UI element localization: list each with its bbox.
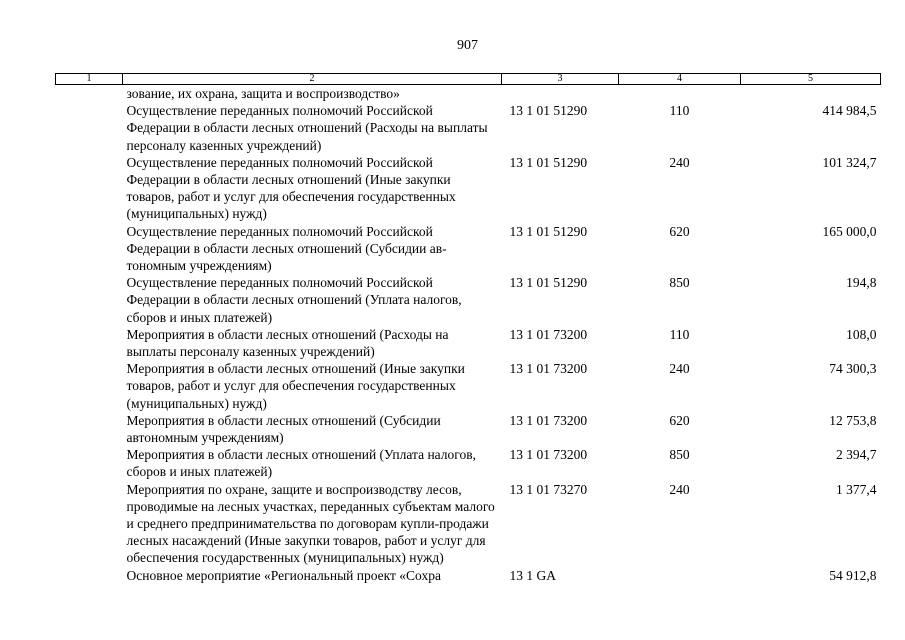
row-vr: 620	[669, 412, 690, 428]
row-code: 13 1 01 73200	[509, 326, 588, 342]
row-code: 13 1 01 51290	[509, 275, 588, 291]
table-row	[56, 481, 881, 567]
row-amount: 101 324,7	[822, 154, 877, 170]
row-index-cell	[56, 567, 123, 584]
header-col-5: 5	[741, 74, 881, 85]
row-code: 13 1 01 51290	[509, 103, 588, 119]
budget-table	[55, 73, 881, 584]
table-row	[56, 412, 881, 446]
row-code: 13 1 01 73270	[509, 481, 588, 497]
table-row	[56, 154, 881, 223]
row-code	[502, 85, 619, 103]
row-name: Основное мероприятие «Региональный проект «Сохра	[126, 567, 441, 583]
row-index-cell	[56, 223, 123, 275]
row-name: Осуществление переданных полномочий Российской Федерации в области лесных отношений (Расходы на выплаты персоналу казенных учреждений)	[126, 103, 488, 153]
row-code: 13 1 01 73200	[509, 361, 588, 377]
row-name: Осуществление переданных полномочий Российской Федерации в области лесных отношений (Уплата налогов, сборов и иных платежей)	[126, 275, 462, 325]
row-index-cell	[56, 360, 123, 412]
table-row	[56, 567, 881, 584]
row-index-cell	[56, 326, 123, 360]
row-vr	[619, 567, 741, 584]
row-index-cell	[56, 274, 123, 326]
row-index-cell	[56, 481, 123, 567]
table-header	[56, 74, 881, 85]
header-row	[56, 74, 881, 85]
row-amount: 165 000,0	[822, 223, 877, 239]
table-row	[56, 326, 881, 360]
row-code: 13 1 01 51290	[509, 154, 588, 170]
row-index-cell	[56, 154, 123, 223]
row-amount: 2 394,7	[836, 447, 877, 463]
row-code: 13 1 01 51290	[509, 223, 588, 239]
row-amount: 12 753,8	[829, 412, 877, 428]
row-vr: 620	[669, 223, 690, 239]
row-vr: 240	[669, 361, 690, 377]
header-col-1: 1	[56, 74, 123, 85]
row-amount: 74 300,3	[829, 361, 877, 377]
row-name: Мероприятия в области лесных отношений (Расходы на выплаты персоналу казенных учреждений)	[126, 326, 449, 360]
row-name: Мероприятия по охране, защите и воспроизводству лесов, проводимые на лесных участках, переданных субъектам малого и среднего предпринимательства по договорам купли-продажи лесных насаждений (Иные закупки товаров, работ и услуг для обеспечения государственных (муниципальных) нужд)	[126, 481, 495, 566]
row-code: 13 1 01 73200	[509, 412, 588, 428]
row-index-cell	[56, 446, 123, 480]
table-row	[56, 446, 881, 480]
row-code: 13 1 01 73200	[509, 447, 588, 463]
header-col-4: 4	[619, 74, 741, 85]
row-name: Мероприятия в области лесных отношений (Уплата налогов, сборов и иных платежей)	[126, 447, 476, 480]
table-row	[56, 102, 881, 154]
table-body	[56, 85, 881, 584]
page-number: 907	[457, 38, 478, 53]
row-vr: 240	[669, 154, 690, 170]
row-amount: 414 984,5	[822, 103, 877, 119]
row-name: зование, их охрана, защита и воспроизводство»	[126, 86, 400, 101]
row-index-cell	[56, 85, 123, 103]
header-col-3: 3	[502, 74, 619, 85]
row-vr: 110	[669, 103, 690, 119]
row-name: Осуществление переданных полномочий Российской Федерации в области лесных отношений (Субсидии автономным учреждениям)	[126, 223, 447, 274]
table-row	[56, 85, 881, 103]
row-amount: 194,8	[846, 275, 877, 291]
row-vr: 240	[669, 481, 690, 497]
row-code: 13 1 GA	[509, 567, 556, 583]
row-vr: 850	[669, 447, 690, 463]
row-amount	[741, 85, 881, 103]
row-amount: 1 377,4	[836, 481, 877, 497]
row-index-cell	[56, 102, 123, 154]
row-vr: 850	[669, 275, 690, 291]
row-vr: 110	[669, 326, 690, 342]
table-row	[56, 360, 881, 412]
row-name: Мероприятия в области лесных отношений (Иные закупки товаров, работ и услуг для обеспечения государственных (муниципальных) нужд)	[126, 361, 465, 411]
row-index-cell	[56, 412, 123, 446]
row-amount: 54 912,8	[829, 567, 877, 583]
header-col-2: 2	[123, 74, 502, 85]
row-amount: 108,0	[846, 326, 877, 342]
row-vr	[619, 85, 741, 103]
row-name: Мероприятия в области лесных отношений (Субсидии автономным учреждениям)	[126, 412, 441, 446]
table-row	[56, 223, 881, 275]
table-row	[56, 274, 881, 326]
row-name: Осуществление переданных полномочий Российской Федерации в области лесных отношений (Иные закупки товаров, работ и услуг для обеспечения государственных (муниципальных) нужд)	[126, 154, 456, 222]
